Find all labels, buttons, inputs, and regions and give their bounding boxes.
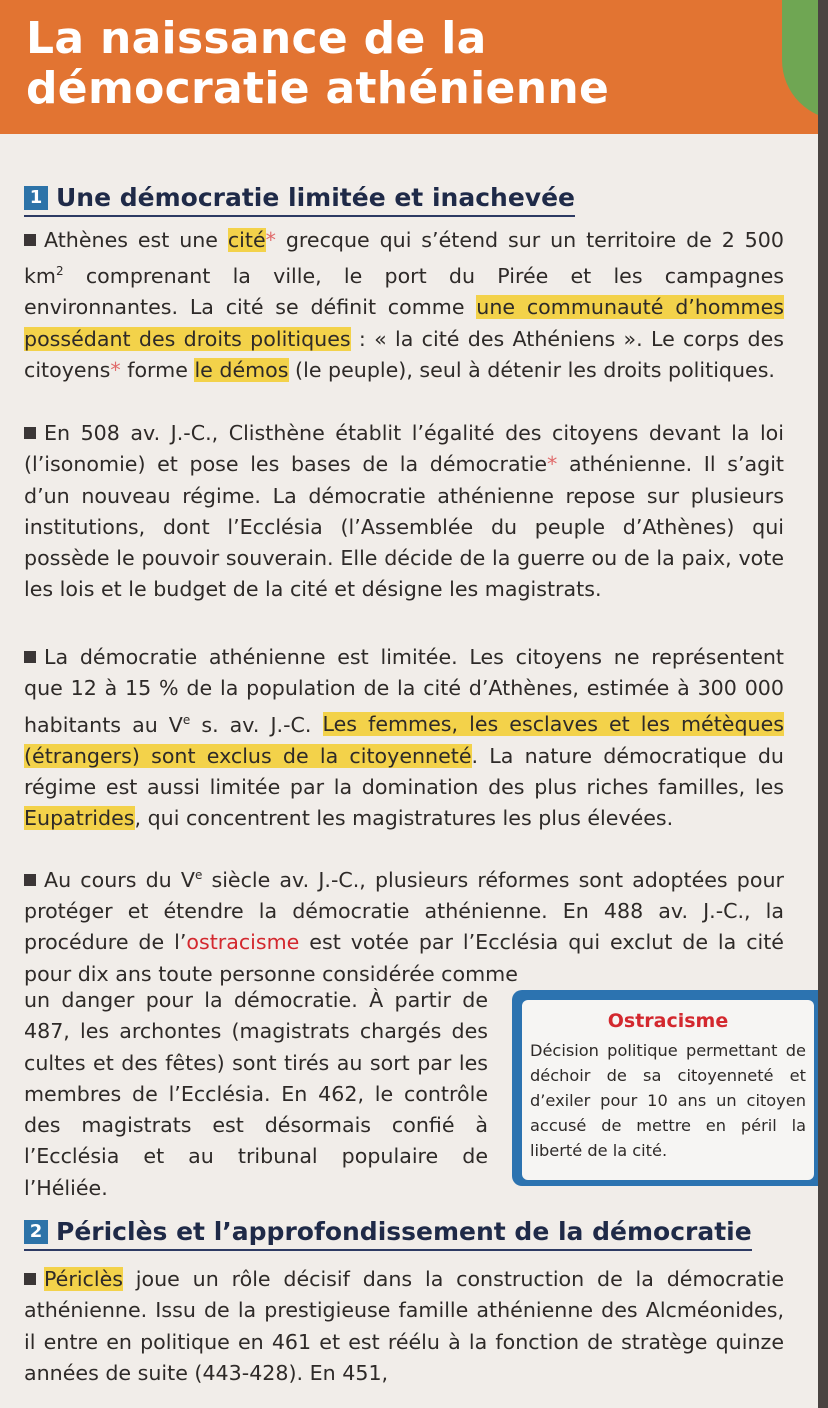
section-2-number: 2 <box>24 1220 48 1244</box>
glossary-star: * <box>265 228 276 252</box>
section-2-heading <box>24 1218 752 1251</box>
section-2-title: Périclès et l’approfondissement de la démocratie <box>56 1217 752 1246</box>
highlight-communaute: une communauté d’hommes possédant des droits politiques <box>24 295 784 351</box>
definition-text: Décision politique permettant de déchoir de sa citoyenneté et d’exiler pour 10 ans un citoyen accusé de mettre en péril la liberté de la cité. <box>530 1041 806 1160</box>
section-1-number: 1 <box>24 186 48 210</box>
glossary-star: * <box>547 452 558 477</box>
definition-box-content <box>522 1000 814 1180</box>
bullet-square-icon <box>24 874 36 886</box>
section-1-paragraph-4: Au cours du Ve siècle av. J.-C., plusieurs réformes sont adoptées pour protéger et étendre la démocratie athénienne. En 488 av. J.-C., la procédure de l’ostracisme est votée par l’Ecclésia qui exclut de la cité pour dix ans toute personne considérée comme <box>24 867 784 986</box>
section-1-paragraph-2: En 508 av. J.-C., Clisthène établit l’égalité des citoyens devant la loi (l’isonomie) et pose les bases de la démocratie* athénienne. Il s’agit d’un nouveau régime. La démocratie athénienne repose sur plusieurs institutions, dont l’Ecclésia (l’Assemblée du peuple d’Athènes) qui possède le pouvoir souverain. Elle décide de la guerre ou de la paix, vote les lois et le budget de la cité et désigne les magistrats. <box>24 421 784 602</box>
definition-title: Ostracisme <box>607 1010 729 1032</box>
highlight-demos: le démos <box>194 358 289 383</box>
glossary-star: * <box>110 358 121 383</box>
section-1-paragraph-4-continued: un danger pour la démocratie. À partir de 487, les archontes (magistrats chargés des cultes et des fêtes) sont tirés au sort par les membres de l’Ecclésia. En 462, le contrôle des magistrats est désormais confié à l’Ecclésia et au tribunal populaire de l’Héliée. <box>24 988 488 1200</box>
section-1-heading <box>24 184 575 217</box>
section-1-title: Une démocratie limitée et inachevée <box>56 183 575 212</box>
title-banner <box>0 0 818 134</box>
highlight-eupatrides: Eupatrides <box>24 806 135 831</box>
bullet-square-icon <box>24 1273 36 1285</box>
bullet-square-icon <box>24 234 36 246</box>
highlight-pericles: Périclès <box>44 1267 123 1291</box>
section-2-paragraph-1: Périclès joue un rôle décisif dans la construction de la démocratie athénienne. Issu de la prestigieuse famille athénienne des Alcméonides, il entre en politique en 461 et est réélu à la fonction de stratège quinze années de suite (443-428). En 451, <box>24 1267 784 1385</box>
green-corner-decoration <box>782 0 818 120</box>
highlight-cite: cité <box>227 228 266 252</box>
highlight-exclus: Les femmes, les esclaves et les métèques (étrangers) sont exclus de la citoyenneté <box>24 712 784 768</box>
section-1-paragraph-3: La démocratie athénienne est limitée. Les citoyens ne représentent que 12 à 15 % de la population de la cité d’Athènes, estimée à 300 000 habitants au Ve s. av. J.-C. Les femmes, les esclaves et les métèques (étrangers) sont exclus de la citoyenneté. La nature démocratique du régime est aussi limitée par la domination des plus riches familles, les Eupatrides, qui concentrent les magistratures les plus élevées. <box>24 645 784 831</box>
section-1-paragraph-1: Athènes est une cité* grecque qui s’étend sur un territoire de 2 500 $km^2$ comprenant la ville, le port du Pirée et les campagnes environnantes. La cité se définit comme une communauté d’hommes possédant des droits politiques : « la cité des Athéniens ». Le corps des citoyens* forme le démos (le peuple), seul à détenir les droits politiques. <box>24 228 785 383</box>
bullet-square-icon <box>24 651 36 663</box>
page-title: La naissance de la démocratie athénienne <box>26 13 610 114</box>
keyword-ostracisme: ostracisme <box>186 930 300 955</box>
bullet-square-icon <box>24 427 36 439</box>
definition-box <box>512 990 818 1186</box>
